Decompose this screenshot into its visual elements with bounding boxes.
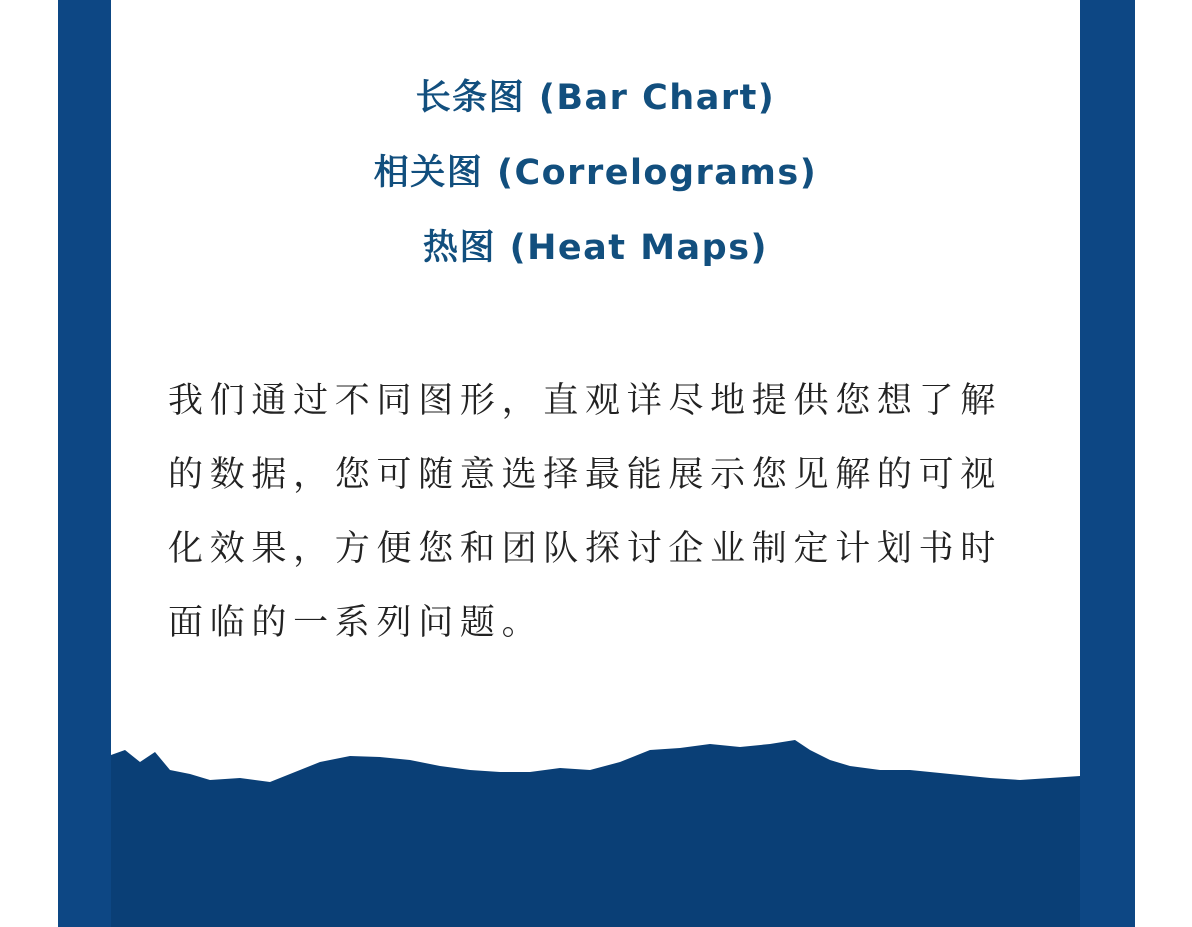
description-line: 化效果，方便您和团队探讨企业制定计划书时: [168, 529, 1003, 569]
description-line: 的数据，您可随意选择最能展示您见解的可视: [168, 455, 1003, 495]
chart-type-titles: [111, 68, 1080, 293]
title-bar-chart: 长条图 (Bar Chart): [415, 78, 776, 118]
description-line: 我们通过不同图形，直观详尽地提供您想了解: [168, 381, 1003, 421]
title-heat-maps: 热图 (Heat Maps): [422, 228, 769, 268]
title-correlograms: 相关图 (Correlograms): [373, 153, 818, 193]
description-line: 面临的一系列问题。: [168, 603, 544, 643]
description-paragraph: [168, 364, 1028, 660]
